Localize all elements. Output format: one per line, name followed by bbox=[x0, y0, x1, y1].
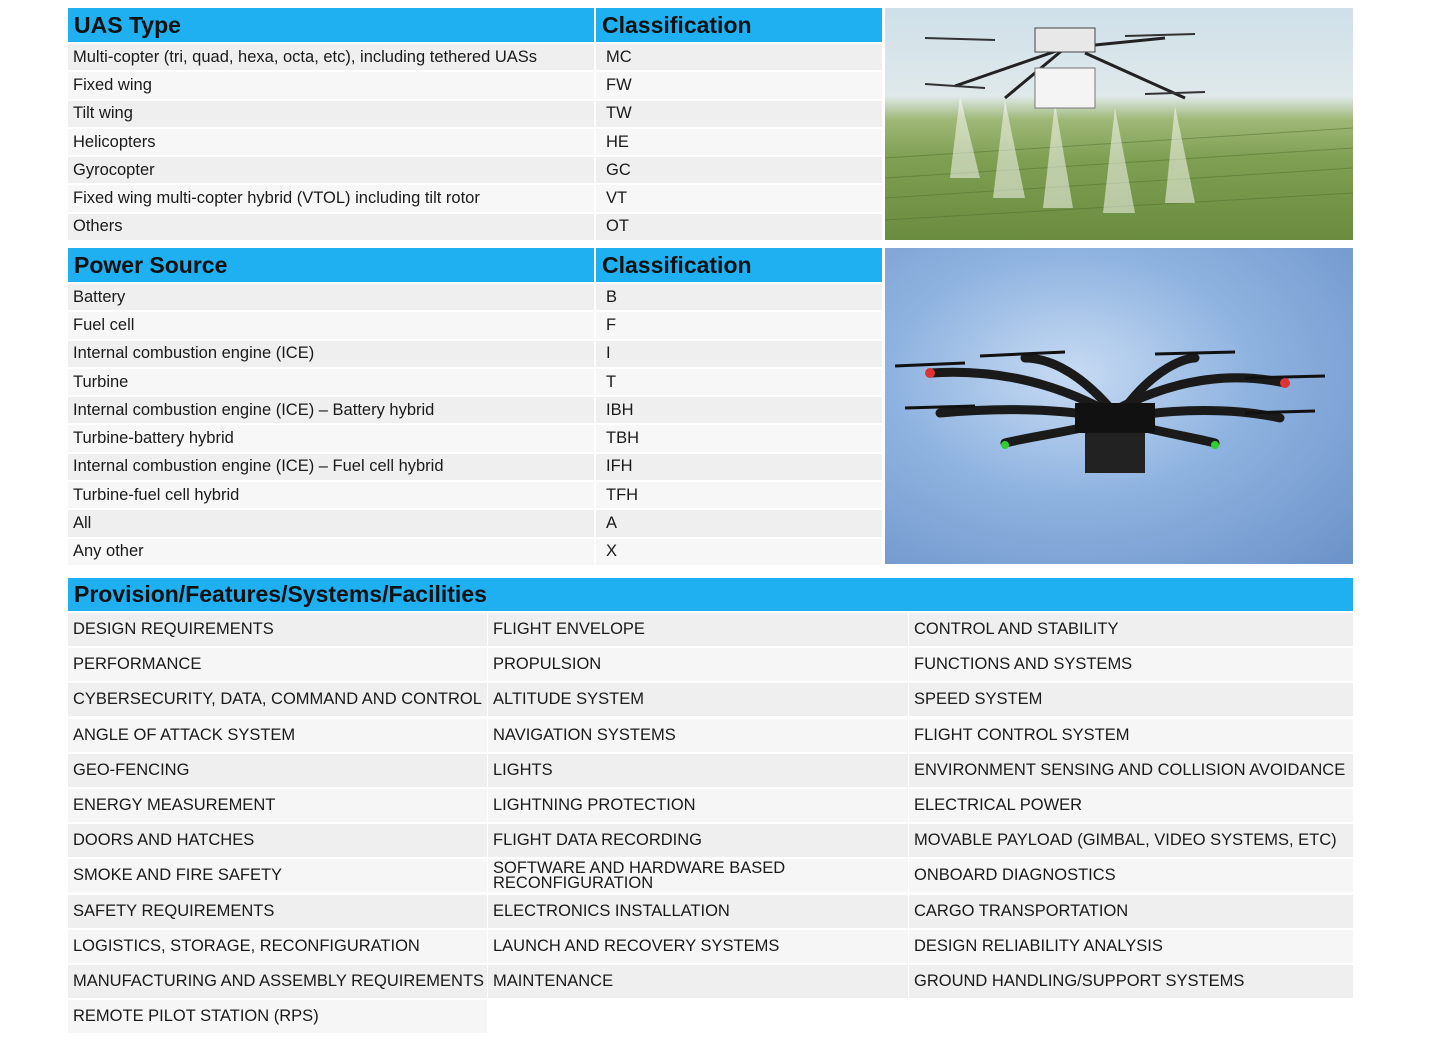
power-source-header: Power Source bbox=[68, 248, 594, 282]
power-source-table bbox=[68, 248, 882, 565]
table-row bbox=[68, 454, 882, 480]
provision-cell: SPEED SYSTEM bbox=[909, 683, 1353, 716]
power-source-code-cell: X bbox=[596, 539, 882, 565]
power-source-name-cell: Turbine bbox=[68, 369, 594, 395]
provision-cell: ELECTRONICS INSTALLATION bbox=[488, 895, 908, 928]
provision-cell: DOORS AND HATCHES bbox=[68, 824, 487, 857]
agricultural-drone-photo bbox=[885, 8, 1353, 240]
classification-header: Classification bbox=[596, 8, 882, 42]
power-source-name-cell: Turbine-battery hybrid bbox=[68, 425, 594, 451]
provision-cell: GEO-FENCING bbox=[68, 754, 487, 787]
table-row bbox=[68, 185, 882, 211]
provision-cell: MOVABLE PAYLOAD (GIMBAL, VIDEO SYSTEMS, ETC) bbox=[909, 824, 1353, 857]
provision-cell: FLIGHT CONTROL SYSTEM bbox=[909, 719, 1353, 752]
provision-cell: FLIGHT DATA RECORDING bbox=[488, 824, 908, 857]
provision-cell: FUNCTIONS AND SYSTEMS bbox=[909, 648, 1353, 681]
power-source-code-cell: B bbox=[596, 284, 882, 310]
provision-cell: PROPULSION bbox=[488, 648, 908, 681]
power-source-code-cell: F bbox=[596, 312, 882, 338]
uas-type-code-cell: VT bbox=[596, 185, 882, 211]
power-source-name-cell: Internal combustion engine (ICE) bbox=[68, 341, 594, 367]
power-source-code-cell: IBH bbox=[596, 397, 882, 423]
table-row bbox=[68, 214, 882, 240]
uas-type-code-cell: TW bbox=[596, 101, 882, 127]
provision-cell: FLIGHT ENVELOPE bbox=[488, 613, 908, 646]
provision-cell: DESIGN REQUIREMENTS bbox=[68, 613, 487, 646]
table-row bbox=[68, 157, 882, 183]
uas-type-code-cell: MC bbox=[596, 44, 882, 70]
uas-type-name-cell: Others bbox=[68, 214, 594, 240]
power-source-name-cell: Internal combustion engine (ICE) – Battery hybrid bbox=[68, 397, 594, 423]
provision-cell: DESIGN RELIABILITY ANALYSIS bbox=[909, 930, 1353, 963]
table-row bbox=[68, 129, 882, 155]
uas-type-code-cell: FW bbox=[596, 72, 882, 98]
table-row bbox=[68, 44, 882, 70]
provision-cell: LOGISTICS, STORAGE, RECONFIGURATION bbox=[68, 930, 487, 963]
table-row bbox=[68, 101, 882, 127]
power-source-header-row bbox=[68, 248, 882, 282]
provision-cell: REMOTE PILOT STATION (RPS) bbox=[68, 1000, 487, 1033]
provisions-header: Provision/Features/Systems/Facilities bbox=[68, 578, 1353, 611]
uas-type-code-cell: HE bbox=[596, 129, 882, 155]
uas-type-table bbox=[68, 8, 882, 240]
uas-type-name-cell: Fixed wing multi-copter hybrid (VTOL) including tilt rotor bbox=[68, 185, 594, 211]
provision-cell: ENERGY MEASUREMENT bbox=[68, 789, 487, 822]
power-source-code-cell: TFH bbox=[596, 482, 882, 508]
table-row bbox=[68, 510, 882, 536]
provision-cell: CYBERSECURITY, DATA, COMMAND AND CONTROL bbox=[68, 683, 487, 716]
power-source-code-cell: I bbox=[596, 341, 882, 367]
table-row bbox=[68, 341, 882, 367]
provision-cell: ALTITUDE SYSTEM bbox=[488, 683, 908, 716]
power-source-name-cell: All bbox=[68, 510, 594, 536]
power-source-code-cell: TBH bbox=[596, 425, 882, 451]
table-row bbox=[68, 284, 882, 310]
power-source-code-cell: IFH bbox=[596, 454, 882, 480]
table-row bbox=[68, 369, 882, 395]
provision-cell: PERFORMANCE bbox=[68, 648, 487, 681]
provision-cell: ELECTRICAL POWER bbox=[909, 789, 1353, 822]
provision-cell: CARGO TRANSPORTATION bbox=[909, 895, 1353, 928]
uas-type-header: UAS Type bbox=[68, 8, 594, 42]
provision-cell: GROUND HANDLING/SUPPORT SYSTEMS bbox=[909, 965, 1353, 998]
power-source-name-cell: Battery bbox=[68, 284, 594, 310]
power-source-name-cell: Turbine-fuel cell hybrid bbox=[68, 482, 594, 508]
uas-type-code-cell: OT bbox=[596, 214, 882, 240]
provision-cell: LIGHTS bbox=[488, 754, 908, 787]
octocopter-drone-photo bbox=[885, 248, 1353, 564]
table-row bbox=[68, 539, 882, 565]
uas-type-name-cell: Multi-copter (tri, quad, hexa, octa, etc), including tethered UASs bbox=[68, 44, 594, 70]
provision-cell: NAVIGATION SYSTEMS bbox=[488, 719, 908, 752]
spraying-drone-icon bbox=[885, 8, 1353, 240]
power-source-name-cell: Fuel cell bbox=[68, 312, 594, 338]
provision-cell: SOFTWARE AND HARDWARE BASED RECONFIGURATION bbox=[488, 859, 908, 892]
table-row bbox=[68, 482, 882, 508]
provision-cell: LAUNCH AND RECOVERY SYSTEMS bbox=[488, 930, 908, 963]
power-source-code-cell: T bbox=[596, 369, 882, 395]
provision-cell: ONBOARD DIAGNOSTICS bbox=[909, 859, 1353, 892]
uas-type-name-cell: Fixed wing bbox=[68, 72, 594, 98]
power-source-code-cell: A bbox=[596, 510, 882, 536]
uas-type-name-cell: Gyrocopter bbox=[68, 157, 594, 183]
classification-header: Classification bbox=[596, 248, 882, 282]
provision-cell: MAINTENANCE bbox=[488, 965, 908, 998]
provision-cell: ENVIRONMENT SENSING AND COLLISION AVOIDANCE bbox=[909, 754, 1353, 787]
power-source-name-cell: Any other bbox=[68, 539, 594, 565]
uas-type-name-cell: Helicopters bbox=[68, 129, 594, 155]
octocopter-icon bbox=[885, 248, 1353, 564]
table-row bbox=[68, 312, 882, 338]
provision-cell: SAFETY REQUIREMENTS bbox=[68, 895, 487, 928]
table-row bbox=[68, 425, 882, 451]
provision-cell: SMOKE AND FIRE SAFETY bbox=[68, 859, 487, 892]
table-row bbox=[68, 72, 882, 98]
uas-type-name-cell: Tilt wing bbox=[68, 101, 594, 127]
uas-type-header-row bbox=[68, 8, 882, 42]
power-source-name-cell: Internal combustion engine (ICE) – Fuel cell hybrid bbox=[68, 454, 594, 480]
provision-cell: LIGHTNING PROTECTION bbox=[488, 789, 908, 822]
provision-cell: CONTROL AND STABILITY bbox=[909, 613, 1353, 646]
uas-type-code-cell: GC bbox=[596, 157, 882, 183]
provisions-table bbox=[68, 578, 1353, 1026]
provision-cell: MANUFACTURING AND ASSEMBLY REQUIREMENTS bbox=[68, 965, 487, 998]
provision-cell: ANGLE OF ATTACK SYSTEM bbox=[68, 719, 487, 752]
table-row bbox=[68, 397, 882, 423]
